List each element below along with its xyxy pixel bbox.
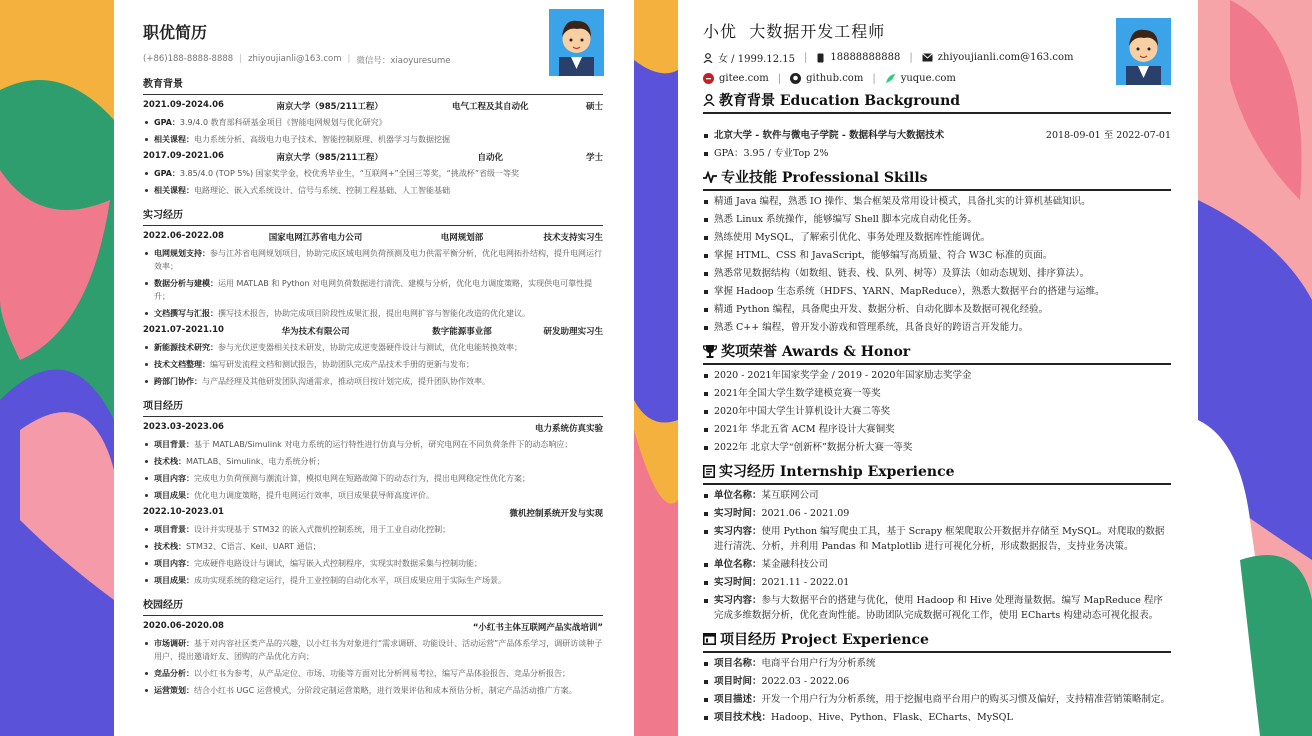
bullet-label: 竞品分析： bbox=[154, 669, 194, 678]
bullet-text: 编写研发流程文档和测试报告，协助团队完成产品技术手册的更新与发布； bbox=[210, 360, 474, 369]
bullet-label: 项目成果： bbox=[154, 491, 194, 500]
bullet-text: 参与江苏省电网规划项目，协助完成区域电网负荷预测及电力供需平衡分析，优化电网拓扑结构，提升电网运行效率； bbox=[154, 249, 602, 271]
separator: | bbox=[872, 73, 876, 84]
list-item bbox=[703, 575, 1171, 590]
date: 2021.09-2024.06 bbox=[143, 100, 224, 110]
list-item bbox=[703, 674, 1171, 689]
bullet-text: 设计并实现基于 STM32 的嵌入式微机控制系统，用于工业自动化控制； bbox=[194, 525, 451, 534]
section-title-text: 教育背景 Education Background bbox=[719, 93, 961, 109]
company: 华为技术有限公司 bbox=[281, 327, 350, 337]
user-icon bbox=[703, 53, 713, 63]
item-text: 2021.06 - 2021.09 bbox=[761, 508, 850, 519]
section-title-text: 项目经历 Project Experience bbox=[720, 632, 929, 648]
bullet-item bbox=[143, 540, 603, 553]
item-label: 项目描述： bbox=[714, 694, 762, 705]
mail-icon bbox=[922, 53, 933, 62]
bullet-item bbox=[143, 307, 603, 320]
list-item: 精通 Python 编程，具备爬虫开发、数据分析、自动化脚本及数据可视化经验。 bbox=[703, 302, 1171, 317]
bullet-label: 项目背景： bbox=[154, 440, 194, 449]
list-item: 2021年 华北五省 ACM 程序设计大赛铜奖 bbox=[703, 422, 1171, 437]
date: 2020.06-2020.08 bbox=[143, 621, 224, 631]
section-title-text: 奖项荣誉 Awards & Honor bbox=[721, 344, 911, 360]
separator: | bbox=[347, 54, 351, 64]
item-text: 参与大数据平台的搭建与优化，使用 Hadoop 和 Hive 处理海量数据。编写 MapReduce 程序完成多维数据分析，优化查询性能。协助团队完成数据可视化工作，使用 ECharts 构建动态可视化报表。 bbox=[714, 595, 1163, 621]
document-icon bbox=[703, 465, 715, 478]
major: 自动化 bbox=[477, 153, 504, 163]
item-text: 2021.11 - 2022.01 bbox=[761, 577, 850, 588]
bullet-item bbox=[143, 455, 603, 468]
bullet-item bbox=[143, 557, 603, 570]
bullet-item bbox=[143, 247, 603, 273]
date: 2022.06-2022.08 bbox=[143, 231, 224, 241]
bullet-item bbox=[143, 667, 603, 680]
list-item: 熟练使用 MySQL，了解索引优化、事务处理及数据库性能调优。 bbox=[703, 230, 1171, 245]
bullet-label: 新能源技术研究： bbox=[154, 343, 218, 352]
project-row bbox=[143, 507, 603, 519]
section-internship-title bbox=[703, 461, 1171, 485]
school: 南京大学（985/211工程） bbox=[276, 102, 383, 112]
list-item: 2022年 北京大学“创新杯”数据分析大赛一等奖 bbox=[703, 440, 1171, 455]
skills-list bbox=[703, 194, 1171, 335]
section-internship-title: 实习经历 bbox=[143, 206, 603, 226]
trophy-icon bbox=[703, 345, 717, 358]
bullet-text: STM32、C语言、Keil、UART 通信； bbox=[186, 542, 321, 551]
bullet-text: MATLAB、Simulink、电力系统分析； bbox=[186, 457, 325, 466]
bullet-label: 项目背景： bbox=[154, 525, 194, 534]
list-item: 掌握 HTML、CSS 和 JavaScript，能够编写高质量、符合 W3C 标准的页面。 bbox=[703, 248, 1171, 263]
department: 电网规划部 bbox=[440, 233, 484, 243]
item-label: 实习时间： bbox=[714, 508, 762, 519]
list-item: 熟悉 C++ 编程，曾开发小游戏和管理系统，具备良好的跨语言开发能力。 bbox=[703, 320, 1171, 335]
bullet-item bbox=[143, 277, 603, 303]
bullet-text: 3.9/4.0 教育部科研基金项目《智能电网规划与优化研究》 bbox=[179, 118, 387, 127]
date: 2017.09-2021.06 bbox=[143, 151, 224, 161]
resume-name: 小优 bbox=[703, 22, 738, 41]
yuque-link[interactable]: yuque.com bbox=[900, 73, 956, 84]
bullet-label: 运营策划： bbox=[154, 686, 194, 695]
email-text: zhiyoujianli@163.com bbox=[248, 54, 342, 64]
date: 2021.07-2021.10 bbox=[143, 325, 224, 335]
separator: | bbox=[909, 52, 913, 63]
item-label: 项目时间： bbox=[714, 676, 762, 687]
major: 电气工程及其自动化 bbox=[452, 102, 529, 112]
item-label: 实习时间： bbox=[714, 577, 762, 588]
bullet-label: 技术栈： bbox=[154, 542, 186, 551]
section-education-title: 教育背景 bbox=[143, 75, 603, 95]
resume-page-right bbox=[678, 0, 1198, 736]
list-item bbox=[703, 593, 1171, 623]
bullet-label: 数据分析与建模： bbox=[154, 279, 218, 288]
gitee-link[interactable]: gitee.com bbox=[719, 73, 769, 84]
item-label: 单位名称： bbox=[714, 490, 762, 501]
bullet-text: 与产品经理及其他研发团队沟通需求，推动项目按计划完成，提升团队协作效率。 bbox=[202, 377, 490, 386]
item-text: 电商平台用户行为分析系统 bbox=[761, 658, 876, 669]
bullet-item bbox=[143, 574, 603, 587]
bullet-label: 跨部门协作： bbox=[154, 377, 202, 386]
resume-name-title bbox=[703, 19, 1171, 42]
company: 国家电网江苏省电力公司 bbox=[268, 233, 363, 243]
bullet-label: 项目成果： bbox=[154, 576, 194, 585]
bullet-text: 基于 MATLAB/Simulink 对电力系统的运行特性进行仿真与分析，研究电网在不同负荷条件下的动态响应； bbox=[194, 440, 573, 449]
role: 研发助理实习生 bbox=[543, 327, 603, 337]
bullet-text: 基于对内容社区类产品的兴趣，以小红书为对象进行“需求调研、功能设计、活动运营”产品体系学习，调研访谈种子用户，提出邀请好友、团购的产品优化方向； bbox=[154, 639, 603, 661]
section-campus-title: 校园经历 bbox=[143, 596, 603, 616]
degree: 硕士 bbox=[585, 102, 603, 112]
bullet-text: 3.85/4.0 (TOP 5%) 国家奖学金，校优秀毕业生，“互联网+”全国三等奖，“挑战杯”省级一等奖 bbox=[179, 169, 519, 178]
section-projects-title: 项目经历 bbox=[143, 397, 603, 417]
bullet-item bbox=[143, 523, 603, 536]
list-item bbox=[703, 692, 1171, 707]
contact-line bbox=[143, 54, 603, 66]
bullet-label: GPA： bbox=[154, 169, 180, 178]
project-name: 微机控制系统开发与实现 bbox=[509, 509, 603, 519]
internship-row bbox=[143, 325, 603, 337]
activity-name: “小红书主体互联网产品实战培训” bbox=[472, 623, 603, 633]
bullet-text: 撰写技术报告，协助完成项目阶段性成果汇报，提出电网扩容与智能化改造的优化建议。 bbox=[218, 309, 530, 318]
project-list bbox=[703, 656, 1171, 725]
resume-page-left bbox=[114, 0, 634, 736]
internship-row bbox=[143, 231, 603, 243]
pulse-icon bbox=[703, 171, 717, 183]
github-link[interactable]: github.com bbox=[806, 73, 864, 84]
list-item bbox=[703, 506, 1171, 521]
section-skills-title bbox=[703, 167, 1171, 191]
role: 技术支持实习生 bbox=[543, 233, 603, 243]
bullet-text: 电力系统分析、高级电力电子技术、智能控制原理、机器学习与数据挖掘 bbox=[194, 135, 450, 144]
list-item bbox=[703, 524, 1171, 554]
list-item: 2020年中国大学生计算机设计大赛二等奖 bbox=[703, 404, 1171, 419]
bullet-text: 运用 MATLAB 和 Python 对电网负荷数据进行清洗、建模与分析，优化电力调度策略，实现供电可靠性提升； bbox=[154, 279, 593, 301]
school: 南京大学（985/211工程） bbox=[276, 153, 383, 163]
degree: 学士 bbox=[585, 153, 603, 163]
bullet-label: 技术文档整理： bbox=[154, 360, 210, 369]
profile-photo bbox=[1116, 18, 1171, 85]
internship-list bbox=[703, 488, 1171, 623]
bullet-text: 结合小红书 UGC 运营模式，分阶段定制运营策略，进行效果评估和成本预估分析，制定产品活动推广方案。 bbox=[194, 686, 577, 695]
gitee-icon bbox=[703, 73, 714, 84]
bullet-label: 相关课程： bbox=[154, 135, 194, 144]
bullet-label: 电网规划支持： bbox=[154, 249, 210, 258]
item-label: 单位名称： bbox=[714, 559, 762, 570]
education-row bbox=[143, 100, 603, 112]
list-item: 掌握 Hadoop 生态系统（HDFS、YARN、MapReduce），熟悉大数据平台的搭建与运维。 bbox=[703, 284, 1171, 299]
bullet-item bbox=[143, 637, 603, 663]
project-name: 电力系统仿真实验 bbox=[534, 424, 603, 434]
bullet-item bbox=[143, 167, 603, 180]
date: 2022.10-2023.01 bbox=[143, 507, 224, 517]
date: 2018-09-01 至 2022-07-01 bbox=[1045, 130, 1171, 141]
email-text: zhiyoujianli.com@163.com bbox=[937, 52, 1074, 63]
bullet-label: 项目内容： bbox=[154, 474, 194, 483]
bullet-item bbox=[143, 133, 603, 146]
list-item bbox=[703, 488, 1171, 503]
phone-text: 18888888888 bbox=[830, 52, 901, 63]
section-title-text: 实习经历 Internship Experience bbox=[719, 464, 955, 480]
bullet-label: 项目内容： bbox=[154, 559, 194, 568]
resume-name: 职优简历 bbox=[143, 23, 208, 42]
bullet-label: 市场调研： bbox=[154, 639, 194, 648]
bullet-item bbox=[143, 184, 603, 197]
item-text: 开发一个用户行为分析系统，用于挖掘电商平台用户的购买习惯及偏好，支持精准营销策略制定。 bbox=[761, 694, 1171, 705]
list-item: 2020 - 2021年国家奖学金 / 2019 - 2020年国家励志奖学金 bbox=[703, 368, 1171, 383]
list-item bbox=[703, 710, 1171, 725]
bullet-item bbox=[143, 341, 603, 354]
item-text: 某互联网公司 bbox=[761, 490, 819, 501]
section-education-title bbox=[703, 90, 1171, 114]
list-item: 2021年全国大学生数学建模竞赛一等奖 bbox=[703, 386, 1171, 401]
gpa-item: GPA：3.95 / 专业Top 2% bbox=[703, 146, 1171, 161]
bullet-label: 技术栈： bbox=[154, 457, 186, 466]
item-label: 项目名称： bbox=[714, 658, 762, 669]
bullet-label: GPA： bbox=[154, 118, 180, 127]
section-projects-title bbox=[703, 629, 1171, 653]
education-row bbox=[143, 151, 603, 163]
date: 2023.03-2023.06 bbox=[143, 422, 224, 432]
bullet-item bbox=[143, 684, 603, 697]
list-item bbox=[703, 656, 1171, 671]
list-item: 精通 Java 编程，熟悉 IO 操作、集合框架及常用设计模式，具备扎实的计算机基础知识。 bbox=[703, 194, 1171, 209]
bullet-item bbox=[143, 116, 603, 129]
awards-list bbox=[703, 368, 1171, 455]
item-label: 实习内容： bbox=[714, 595, 762, 606]
item-text: 2022.03 - 2022.06 bbox=[761, 676, 850, 687]
item-text: 使用 Python 编写爬虫工具，基于 Scrapy 框架爬取公开数据并存储至 MySQL。对爬取的数据进行清洗、分析，并利用 Pandas 和 Matplotlib 进行可视化分析，形成数据报告，支持业务决策。 bbox=[714, 526, 1165, 552]
info-line-2 bbox=[703, 73, 1171, 84]
phone-icon bbox=[816, 53, 825, 63]
github-icon bbox=[790, 73, 801, 84]
bullet-item bbox=[143, 438, 603, 451]
campus-row bbox=[143, 621, 603, 633]
education-item bbox=[703, 128, 1171, 143]
bullet-text: 成功实现系统的稳定运行，提升工业控制的自动化水平，项目成果应用于实际生产场景。 bbox=[194, 576, 506, 585]
separator: | bbox=[803, 52, 808, 63]
bullet-text: 以小红书为参考，从产品定位、市场、功能等方面对比分析网易考拉，编写产品体验报告、竞品分析报告； bbox=[194, 669, 570, 678]
item-label: 项目技术栈： bbox=[714, 712, 772, 723]
section-awards-title bbox=[703, 341, 1171, 365]
bullet-item bbox=[143, 489, 603, 502]
bullet-label: 文档撰写与汇报： bbox=[154, 309, 218, 318]
profile-photo bbox=[549, 9, 604, 76]
info-line-1 bbox=[703, 50, 1171, 65]
project-row bbox=[143, 422, 603, 434]
yuque-icon bbox=[885, 73, 896, 84]
bullet-text: 完成电力负荷预测与潮流计算，模拟电网在短路故障下的动态行为，提出电网稳定性优化方案； bbox=[194, 474, 530, 483]
bullet-text: 优化电力调度策略，提升电网运行效率，项目成果获导师高度评价。 bbox=[194, 491, 434, 500]
job-title: 大数据开发工程师 bbox=[749, 22, 886, 41]
department: 数字能源事业部 bbox=[432, 327, 492, 337]
section-title-text: 专业技能 Professional Skills bbox=[721, 170, 928, 186]
phone-text: (+86)188-8888-8888 bbox=[143, 54, 234, 64]
separator: | bbox=[239, 54, 243, 64]
separator: | bbox=[777, 73, 782, 84]
gender-birth-text: 女 / 1999.12.15 bbox=[718, 54, 795, 65]
list-item bbox=[703, 557, 1171, 572]
window-icon bbox=[703, 633, 716, 645]
list-item: 熟悉常见数据结构（如数组、链表、栈、队列、树等）及算法（如动态规划、排序算法）。 bbox=[703, 266, 1171, 281]
school: 北京大学 - 软件与微电子学院 - 数据科学与大数据技术 bbox=[714, 130, 945, 141]
bullet-text: 完成硬件电路设计与调试，编写嵌入式控制程序，实现实时数据采集与控制功能； bbox=[194, 559, 482, 568]
item-text: 某金融科技公司 bbox=[761, 559, 829, 570]
bullet-item bbox=[143, 358, 603, 371]
bullet-label: 相关课程： bbox=[154, 186, 194, 195]
wechat-text: 微信号：xiaoyuresume bbox=[356, 56, 451, 66]
bullet-text: 参与光伏逆变器相关技术研发，协助完成逆变器硬件设计与测试，优化电能转换效率； bbox=[218, 343, 522, 352]
bullet-text: 电路理论、嵌入式系统设计、信号与系统、控制工程基础、人工智能基础 bbox=[194, 186, 450, 195]
list-item: 熟悉 Linux 系统操作，能够编写 Shell 脚本完成自动化任务。 bbox=[703, 212, 1171, 227]
item-label: 实习内容： bbox=[714, 526, 762, 537]
bullet-item bbox=[143, 375, 603, 388]
bullet-item bbox=[143, 472, 603, 485]
item-text: Hadoop、Hive、Python、Flask、ECharts、MySQL bbox=[771, 712, 1013, 723]
person-icon bbox=[703, 94, 715, 106]
